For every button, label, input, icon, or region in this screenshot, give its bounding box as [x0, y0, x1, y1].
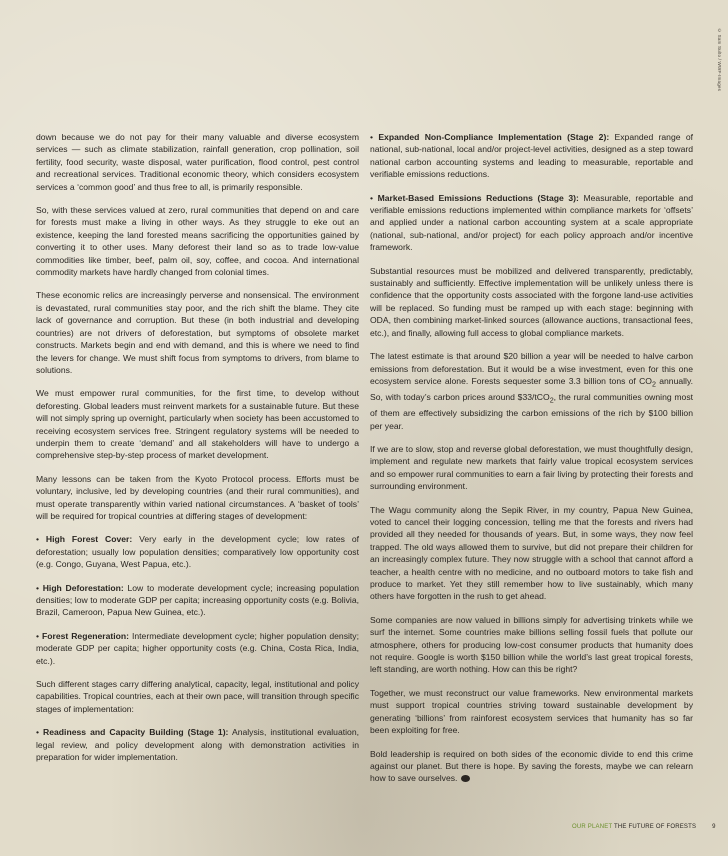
paragraph: down because we do not pay for their many valuable and diverse ecosystem services — such as climate stabilization, rainfall generation, crop pollination, soil fertility, food security, waste disposal, water purification, flood control, pest control and recreational services. Traditional economic theory, which considers ecosystem services a ‘common good’ and thus free to all, is primarily responsible.	[36, 132, 359, 192]
paragraph	[370, 748, 693, 785]
right-column	[370, 131, 693, 796]
bullet-heading: Forest Regeneration:	[41, 630, 130, 641]
page-footer	[572, 824, 716, 830]
paragraph: If we are to slow, stop and reverse global deforestation, we must thoughtfully design, implement and regulate new markets that fairly value tropical ecosystem services and so empower rural communities to earn a fair living by protecting their forests and surrounding environment.	[370, 443, 693, 492]
bullet-heading: High Deforestation:	[42, 582, 124, 593]
page-number: 9	[712, 824, 716, 830]
text-run: Bold leadership is required on both sides of the economic divide to end this crime against our planet. But there is hope. By saving the forests, maybe we can relearn how to save ourselves.	[370, 748, 693, 784]
end-mark-icon	[461, 775, 470, 782]
text-run: , the rural communities owning most of them are effectively subsidizing the carbon emissions of the rich by $100 billion per year.	[370, 392, 694, 431]
paragraph: Together, we must reconstruct our value frameworks. New environmental markets must support tropical countries striving toward sustainable development by generating ‘billions’ from rainforest ecosystem services that humanity has so far been exploiting for free.	[370, 687, 693, 736]
bullet-item: • High Forest Cover: Very early in the development cycle; low rates of deforestation; usually low population densities; comparatively low opportunity cost (e.g. Congo, Guyana, West Papua, etc.).	[36, 534, 359, 570]
paragraph: The Wagu community along the Sepik River, in my country, Papua New Guinea, voted to cancel their logging concession, telling me that the forests and rivers had provided all they needed for thousands of years. But, in some ways, they now feel trapped. The old ways allowed them to survive, but did not prepare their children for an increasingly complex future. They now struggle with a school that cannot afford a teacher, a health centre with no medicine, and no outboard motors to take fish and produce to market. Yet they still remember how to live sustainably, which many others have forgotten in the rush to get ahead.	[370, 504, 693, 602]
footer-title: THE FUTURE OF FORESTS	[614, 824, 697, 830]
bullet-heading: Expanded Non-Compliance Implementation (Stage 2):	[378, 132, 610, 142]
paragraph: We must empower rural communities, for the first time, to develop without deforesting. Global leaders must reinvent markets for a sustainable future. But these will not simply spring up overnight, particularly when society has been accustomed to receiving ecosystem services free. Stringent regulatory systems will be needed to underpin them to create ‘demand’ and all stakeholders will have to undergo a comprehensive step-by-step process of market development.	[36, 388, 359, 461]
paragraph: Some companies are now valued in billions simply for advertising trinkets while we surf the internet. Some countries make billions selling fossil fuels that pollute our atmosphere, others for producing low-cost consumer products that humanity does not require. Google is worth $150 billion while the world’s last great tropical forests, left standing, are worth nothing. How can this be right?	[370, 614, 693, 675]
paragraph: Such different stages carry differing analytical, capacity, legal, institutional and policy capabilities. Tropical countries, each at their own pace, will transition through specific stages of implementation:	[36, 679, 359, 714]
footer-brand: OUR PLANET	[572, 824, 613, 830]
left-column	[36, 131, 359, 774]
bullet-text: Measurable, reportable and verifiable emissions reductions implemented within compliance markets for ‘offsets’ and applied under a national carbon accounting system at a scale appropriate (national, sub-national, and/or project) for each policy approach and/or incentive framework.	[370, 192, 693, 253]
bullet-text: Very early in the development cycle; low rates of deforestation; usually low population densities; comparatively low opportunity cost (e.g. Congo, Guyana, West Papua, etc.).	[36, 534, 359, 570]
bullet-item: • High Deforestation: Low to moderate development cycle; increasing population densities; low to moderate GDP per capita; increasing opportunity costs (e.g. Bolivia, Brazil, Cameroon, Papua New Guinea, etc.).	[36, 582, 359, 618]
bullet-text: Expanded range of national, sub-national, local and/or project-level activities, designed as a step toward national carbon accounting systems and leading to measurable, reportable and verifiable emissions reductions.	[370, 132, 693, 180]
bullet-heading: Market-Based Emissions Reductions (Stage 3):	[377, 192, 579, 203]
subscript: 2	[651, 380, 656, 389]
paragraph: Substantial resources must be mobilized and delivered transparently, predictably, sustainably and sufficiently. Effective implementation will be unlikely unless there is confidence that the opportunity costs associated with the forgone land-use activities will be replaced. So funding must be ramped up with each stage: beginning with ODA, then combining market-linked sources (allowance auctions, transactional fees, etc.), and finally, allowing full access to global compliance markets.	[370, 265, 693, 338]
bullet-item: • Readiness and Capacity Building (Stage 1): Analysis, institutional evaluation, legal review, and policy development along with demonstration activities in preparation for wider implementation.	[36, 727, 359, 763]
text-run: The latest estimate is that around $20 billion a year will be needed to halve carbon emissions from deforestation. But it would be a wise investment, even for this one ecosystem service alone. Forests sequester some 3.3 billion tons of CO	[370, 351, 693, 386]
paragraph: So, with these services valued at zero, rural communities that depend on and care for forests must make a living in other ways. As they struggle to eke out an existence, keeping the land forested means sacrificing the opportunities gained by converting it to other uses. Many deforest their land so as to trade low-value commodities like timber, beef, palm oil, soy, coffee, and cocoa. And international commodity markets have hardly changed from colonial times.	[36, 205, 359, 278]
paragraph: Many lessons can be taken from the Kyoto Protocol process. Efforts must be voluntary, inclusive, led by developing countries (and their rural communities), and must operate transparently within varied national circumstances. A ‘basket of tools’ will be required for tropical countries at differing stages of development:	[36, 473, 359, 521]
bullet-item: • Forest Regeneration: Intermediate development cycle; higher population density; moderate GDP per capita; higher opportunity costs (e.g. China, Costa Rica, India, etc.).	[36, 630, 359, 666]
bullet-item: • Market-Based Emissions Reductions (Stage 3): Measurable, reportable and verifiable emissions reductions implemented within compliance markets for ‘offsets’ and applied under a national carbon accounting system at a scale appropriate (national, sub-national, and/or project) for each policy approach and/or incentive framework.	[370, 192, 693, 253]
text-run: annually. So, with today’s carbon prices around $33/tCO	[370, 375, 693, 403]
bullet-item: • Expanded Non-Compliance Implementation (Stage 2): Expanded range of national, sub-national, local and/or project-level activities, designed as a step toward national carbon accounting systems and leading to measurable, reportable and verifiable emissions reductions.	[370, 132, 693, 180]
bullet-heading: High Forest Cover:	[45, 534, 133, 545]
bullet-text: Intermediate development cycle; higher population density; moderate GDP per capita; higher opportunity costs (e.g. China, Costa Rica, India, etc.).	[36, 630, 359, 666]
subscript: 2	[549, 396, 554, 405]
bullet-heading: Readiness and Capacity Building (Stage 1):	[43, 727, 229, 738]
paragraph: These economic relics are increasingly perverse and nonsensical. The environment is devastated, rural communities stay poor, and the rich shift the blame. They cite lack of governance and corruption. But these (in both industrial and developing countries) are not drivers of deforestation, but symptoms of obsolete market constructs. Markets begin and end with demand, and this is where we need to find the levers for change. We must shift focus from symptoms to drivers, from blame to solutions.	[36, 290, 359, 375]
bullet-text: Analysis, institutional evaluation, legal review, and policy development along with demonstration activities in preparation for wider implementation.	[36, 727, 359, 763]
paragraph	[370, 350, 693, 432]
photo-credit: © Sam Sulto / WWF-Images	[717, 28, 722, 92]
bullet-text: Low to moderate development cycle; increasing population densities; low to moderate GDP per capita; increasing opportunity costs (e.g. Bolivia, Brazil, Cameroon, Papua New Guinea, etc.).	[36, 582, 359, 618]
